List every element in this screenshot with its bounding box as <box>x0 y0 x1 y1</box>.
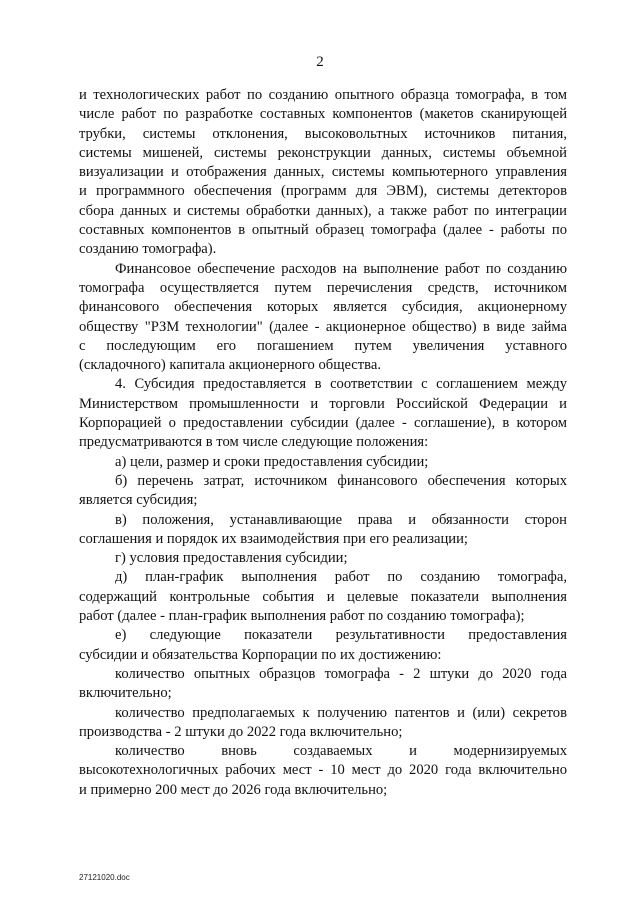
text-line: и примерно 200 мест до 2026 года включительно; <box>79 781 388 798</box>
paragraph <box>79 472 567 511</box>
document-body <box>79 86 567 800</box>
text-line: количество вновь создаваемых и модернизируемых <box>115 743 567 760</box>
paragraph <box>79 626 567 665</box>
footer-file-code: 27121020.doc <box>79 873 130 882</box>
text-line: б) перечень затрат, источником финансового обеспечения которых <box>115 472 567 489</box>
text-line: Корпорацией о предоставлении субсидии (далее - соглашение), в котором <box>79 415 567 432</box>
text-line: и программного обеспечения (программ для ЭВМ), системы детекторов <box>79 183 567 200</box>
text-line: включительно; <box>79 685 172 702</box>
paragraph <box>79 511 567 550</box>
page-number: 2 <box>316 54 324 70</box>
text-line: Министерством промышленности и торговли Российской Федерации и <box>79 395 567 412</box>
text-line: д) план-график выполнения работ по созданию томографа, <box>115 569 567 586</box>
paragraph <box>79 742 567 800</box>
text-line: Финансовое обеспечение расходов на выполнение работ по созданию <box>115 260 567 277</box>
text-line: обществу "РЗМ технологии" (далее - акционерное общество) в виде займа <box>79 318 567 335</box>
paragraph <box>79 704 567 743</box>
text-line: числе работ по разработке составных компонентов (макетов сканирующей <box>79 106 567 123</box>
paragraph <box>79 86 567 260</box>
text-line: визуализации и отображения данных, системы компьютерного управления <box>79 164 567 181</box>
text-line: производства - 2 штуки до 2022 года включительно; <box>79 723 403 740</box>
text-line: соглашения и порядок их взаимодействия при его реализации; <box>79 530 468 547</box>
text-line: а) цели, размер и сроки предоставления субсидии; <box>115 453 429 470</box>
text-line: г) условия предоставления субсидии; <box>115 550 348 567</box>
text-line: высокотехнологичных рабочих мест - 10 мест до 2020 года включительно <box>79 762 567 779</box>
text-line: трубки, системы отклонения, высоковольтных источников питания, <box>79 125 567 142</box>
paragraph <box>79 549 567 568</box>
text-line: сбора данных и системы обработки данных), а также работ по интеграции <box>79 202 567 219</box>
text-line: в) положения, устанавливающие права и обязанности сторон <box>115 511 567 528</box>
text-line: работ (далее - план-график выполнения работ по созданию томографа); <box>79 608 525 625</box>
text-line: томографа осуществляется путем перечисления средств, источником <box>79 279 567 296</box>
text-line: е) следующие показатели результативности предоставления <box>115 627 567 644</box>
paragraph <box>79 568 567 626</box>
text-line: количество опытных образцов томографа - 2 штуки до 2020 года <box>115 665 567 682</box>
text-line: с последующим его погашением путем увеличения уставного <box>79 337 567 354</box>
text-line: содержащий контрольные события и целевые показатели выполнения <box>79 588 567 605</box>
text-line: субсидии и обязательства Корпорации по их достижению: <box>79 646 442 663</box>
text-line: количество предполагаемых к получению патентов и (или) секретов <box>115 704 567 721</box>
text-line: системы мишеней, системы реконструкции данных, системы объемной <box>79 144 567 161</box>
text-line: 4. Субсидия предоставляется в соответствии с соглашением между <box>115 376 567 393</box>
text-line: составных компонентов в опытный образец томографа (далее - работы по <box>79 222 567 239</box>
paragraph <box>79 665 567 704</box>
paragraph <box>79 260 567 376</box>
paragraph <box>79 453 567 472</box>
text-line: созданию томографа). <box>79 241 217 258</box>
text-line: является субсидия; <box>79 492 198 509</box>
paragraph <box>79 375 567 452</box>
text-line: финансового обеспечения которых является субсидия, акционерному <box>79 299 567 316</box>
text-line: (складочного) капитала акционерного общества. <box>79 357 381 374</box>
text-line: и технологических работ по созданию опытного образца томографа, в том <box>79 87 567 103</box>
text-line: предусматриваются в том числе следующие положения: <box>79 434 429 451</box>
